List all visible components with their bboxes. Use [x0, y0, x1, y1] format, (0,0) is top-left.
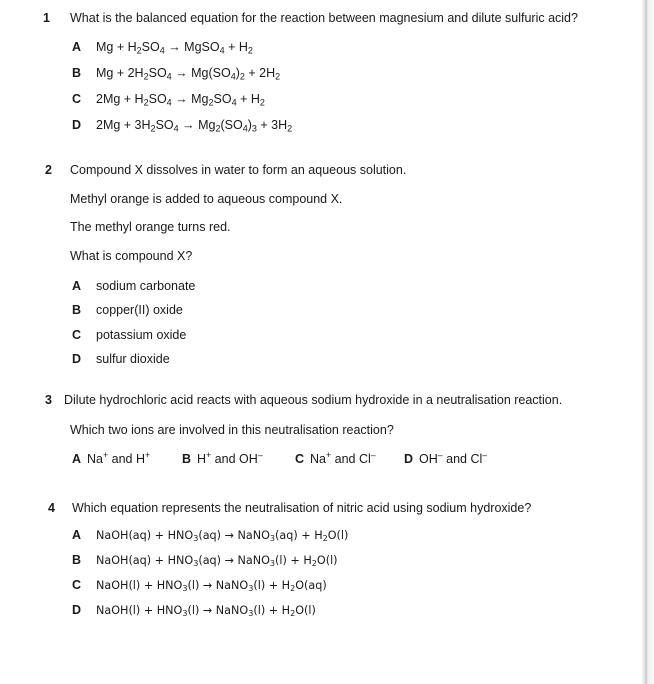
- option-letter: B: [72, 553, 82, 567]
- eq-part: (aq) → NaNO: [198, 529, 270, 542]
- eq-part: + 2H: [244, 66, 276, 80]
- eq-sub: 4: [166, 97, 172, 108]
- eq-sub: 2: [239, 71, 245, 82]
- eq-part: (aq) + H: [275, 529, 323, 542]
- eq-sub: 2: [290, 584, 296, 594]
- eq-part: O(l): [327, 529, 349, 542]
- option-a-equation[interactable]: [96, 529, 348, 542]
- question-line: Which two ions are involved in this neutralisation reaction?: [70, 423, 394, 437]
- eq-part: 2Mg + 3H: [96, 118, 151, 132]
- eq-part: O(l): [295, 604, 316, 617]
- option-b-equation[interactable]: [96, 554, 338, 567]
- eq-part: (l) + H: [275, 554, 312, 567]
- eq-sub: 4: [230, 71, 236, 82]
- option-c-text[interactable]: potassium oxide: [96, 328, 187, 342]
- eq-sub: 4: [231, 97, 237, 108]
- eq-sub: 2: [247, 45, 253, 56]
- option-letter: D: [72, 603, 82, 617]
- eq-part: NaOH(l) + HNO: [96, 579, 183, 592]
- ion-part: and H: [108, 452, 145, 466]
- eq-part: → Mg: [171, 92, 209, 106]
- ion-charge: –: [482, 450, 488, 461]
- option-letter: A: [72, 452, 82, 466]
- question-number: 3: [45, 393, 52, 407]
- question-line: What is compound X?: [70, 249, 193, 263]
- option-d-text[interactable]: sulfur dioxide: [96, 352, 170, 366]
- eq-part: ): [247, 118, 252, 132]
- option-letter: C: [295, 452, 305, 466]
- eq-sub: 2: [287, 123, 293, 134]
- eq-sub: 2: [143, 71, 149, 82]
- question-line: Compound X dissolves in water to form an aqueous solution.: [70, 163, 407, 177]
- eq-part: (SO: [220, 118, 243, 132]
- eq-sub: 2: [290, 609, 296, 619]
- option-c-equation[interactable]: [96, 579, 327, 592]
- option-letter: C: [72, 328, 82, 342]
- page-edge: [642, 0, 654, 684]
- ion-part: and OH: [211, 452, 258, 466]
- option-b-ions[interactable]: [182, 452, 263, 466]
- ion-charge: +: [206, 450, 212, 461]
- option-letter: D: [404, 452, 414, 466]
- eq-part: O(aq): [295, 579, 327, 592]
- option-letter: B: [182, 452, 192, 466]
- eq-part: NaOH(aq) + HNO: [96, 529, 194, 542]
- question-number: 2: [45, 163, 52, 177]
- eq-part: NaOH(aq) + HNO: [96, 554, 194, 567]
- eq-sub: 2: [215, 123, 221, 134]
- option-letter: D: [72, 118, 82, 132]
- eq-part: (l) + H: [253, 604, 291, 617]
- ion-part: and Cl: [331, 452, 371, 466]
- question-number: 4: [48, 501, 55, 515]
- ion-part: OH: [419, 452, 438, 466]
- eq-sub: 2: [311, 559, 317, 569]
- option-letter: B: [72, 303, 82, 317]
- eq-part: SO: [213, 92, 232, 106]
- question-stem: Dilute hydrochloric acid reacts with aqueous sodium hydroxide in a neutralisation reaction.: [64, 393, 563, 407]
- eq-sub: 4: [219, 45, 225, 56]
- eq-part: → Mg(SO: [171, 66, 231, 80]
- eq-part: (l) → NaNO: [187, 579, 249, 592]
- ion-part: Na: [87, 452, 104, 466]
- option-b-text[interactable]: copper(II) oxide: [96, 303, 183, 317]
- ion-charge: +: [144, 450, 151, 461]
- eq-part: + H: [236, 92, 260, 106]
- eq-part: NaOH(l) + HNO: [96, 604, 183, 617]
- option-d-equation[interactable]: [96, 604, 316, 617]
- eq-sub: 2: [208, 97, 214, 108]
- eq-part: SO: [141, 40, 160, 54]
- eq-sub: 4: [159, 45, 165, 56]
- eq-part: 2Mg + H: [96, 92, 144, 106]
- eq-part: ): [235, 66, 240, 80]
- eq-sub: 3: [182, 584, 188, 594]
- ion-charge: +: [326, 450, 332, 461]
- eq-part: Mg + 2H: [96, 66, 144, 80]
- question-stem: What is the balanced equation for the reaction between magnesium and dilute sulfuric acid?: [70, 11, 578, 25]
- eq-sub: 3: [182, 609, 188, 619]
- eq-sub: 3: [193, 534, 199, 544]
- option-letter: A: [72, 40, 82, 54]
- ion-charge: +: [103, 450, 109, 461]
- option-a-equation[interactable]: [96, 40, 253, 54]
- option-d-equation[interactable]: [96, 118, 292, 132]
- option-letter: D: [72, 352, 82, 366]
- option-letter: C: [72, 578, 82, 592]
- eq-part: → MgSO: [164, 40, 220, 54]
- ion-part: Na: [310, 452, 327, 466]
- ion-part: and Cl: [442, 452, 483, 466]
- ion-charge: –: [370, 450, 376, 461]
- question-stem: Which equation represents the neutralisation of nitric acid using sodium hydroxide?: [72, 501, 532, 515]
- eq-sub: 4: [173, 123, 179, 134]
- question-line: The methyl orange turns red.: [70, 220, 231, 234]
- eq-sub: 3: [248, 584, 254, 594]
- eq-sub: 2: [136, 45, 142, 56]
- eq-sub: 3: [193, 559, 199, 569]
- eq-part: SO: [148, 92, 167, 106]
- eq-sub: 2: [259, 97, 265, 108]
- ion-charge: –: [257, 450, 263, 461]
- eq-sub: 4: [242, 123, 248, 134]
- option-letter: A: [72, 279, 82, 293]
- ion-part: H: [197, 452, 207, 466]
- eq-part: O(l): [316, 554, 338, 567]
- question-line: Methyl orange is added to aqueous compound X.: [70, 192, 343, 206]
- eq-sub: 3: [269, 534, 276, 544]
- ion-charge: –: [437, 450, 443, 461]
- eq-sub: 2: [143, 97, 149, 108]
- eq-sub: 3: [251, 123, 257, 134]
- option-a-text[interactable]: sodium carbonate: [96, 279, 196, 293]
- option-d-ions[interactable]: [404, 452, 487, 466]
- option-a-ions[interactable]: [72, 452, 150, 466]
- option-letter: B: [72, 66, 82, 80]
- eq-part: SO: [148, 66, 167, 80]
- eq-part: (l) → NaNO: [187, 604, 249, 617]
- eq-sub: 4: [166, 71, 172, 82]
- option-b-equation[interactable]: [96, 66, 280, 80]
- option-letter: C: [72, 92, 82, 106]
- eq-part: (l) + H: [253, 579, 291, 592]
- eq-sub: 2: [150, 123, 156, 134]
- eq-sub: 3: [269, 559, 276, 569]
- eq-part: + H: [224, 40, 248, 54]
- option-c-equation[interactable]: [96, 92, 265, 106]
- eq-sub: 2: [275, 71, 281, 82]
- eq-part: Mg + H: [96, 40, 137, 54]
- option-letter: A: [72, 528, 82, 542]
- eq-sub: 3: [248, 609, 254, 619]
- eq-part: SO: [155, 118, 174, 132]
- eq-sub: 2: [322, 534, 328, 544]
- question-number: 1: [43, 11, 50, 25]
- eq-part: + 3H: [256, 118, 288, 132]
- eq-part: (aq) → NaNO: [198, 554, 270, 567]
- option-c-ions[interactable]: [295, 452, 376, 466]
- eq-part: → Mg: [178, 118, 216, 132]
